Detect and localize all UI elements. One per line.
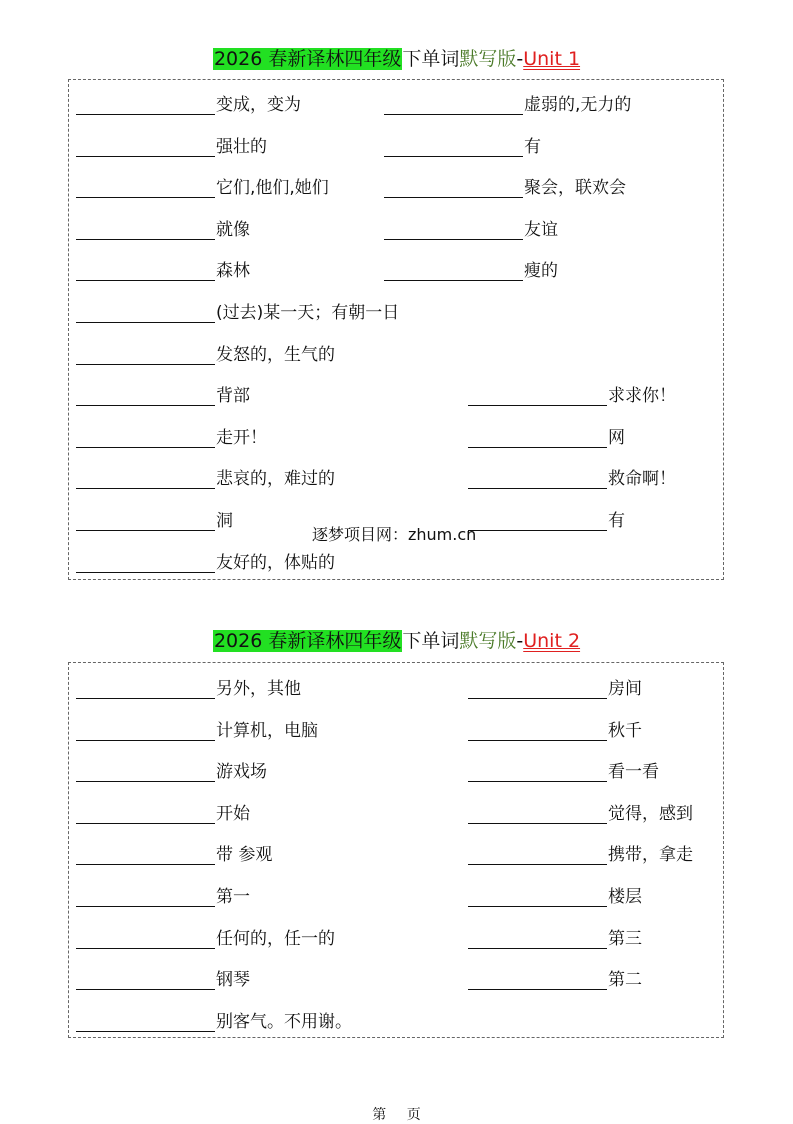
answer-blank[interactable] <box>384 260 523 281</box>
answer-blank[interactable] <box>468 969 607 990</box>
word-meaning: 看一看 <box>608 762 659 782</box>
answer-blank[interactable] <box>468 678 607 699</box>
word-meaning: 瘦的 <box>524 261 558 281</box>
word-item <box>468 465 676 489</box>
word-item <box>468 758 659 782</box>
word-meaning: 携带，拿走 <box>608 845 693 865</box>
word-item <box>384 133 541 157</box>
answer-blank[interactable] <box>468 886 607 907</box>
answer-blank[interactable] <box>76 260 215 281</box>
word-meaning: 有 <box>608 511 625 531</box>
answer-blank[interactable] <box>384 177 523 198</box>
answer-blank[interactable] <box>468 761 607 782</box>
word-meaning: 洞 <box>216 511 233 531</box>
word-meaning: 发怒的，生气的 <box>216 345 335 365</box>
answer-blank[interactable] <box>468 928 607 949</box>
title-dash: - <box>516 630 524 652</box>
word-meaning: 另外，其他 <box>216 679 301 699</box>
answer-blank[interactable] <box>468 385 607 406</box>
word-item <box>468 925 642 949</box>
word-item <box>76 341 335 365</box>
word-meaning: 觉得，感到 <box>608 804 693 824</box>
answer-blank[interactable] <box>76 468 215 489</box>
word-meaning: 网 <box>608 428 625 448</box>
word-meaning: 楼层 <box>608 887 642 907</box>
word-item <box>468 717 642 741</box>
word-item <box>384 257 558 281</box>
word-meaning: (过去)某一天；有朝一日 <box>216 303 400 323</box>
unit1-title <box>0 41 793 77</box>
word-item <box>384 91 631 115</box>
word-meaning: 走开！ <box>216 428 267 448</box>
answer-blank[interactable] <box>76 510 215 531</box>
word-meaning: 强壮的 <box>216 137 267 157</box>
watermark: 逐梦项目网：zhum.cn <box>312 525 477 544</box>
word-meaning: 计算机，电脑 <box>216 721 318 741</box>
word-meaning: 秋千 <box>608 721 642 741</box>
word-item <box>468 841 693 865</box>
word-meaning: 虚弱的,无力的 <box>524 95 632 115</box>
word-item <box>76 717 318 741</box>
title-dash: - <box>516 48 524 70</box>
word-meaning: 救命啊！ <box>608 469 676 489</box>
word-meaning: 钢琴 <box>216 970 250 990</box>
word-meaning: 变成，变为 <box>216 95 301 115</box>
title-words-label: 下单词 <box>402 630 460 652</box>
word-meaning: 游戏场 <box>216 762 267 782</box>
word-meaning: 有 <box>524 137 541 157</box>
word-item <box>76 758 267 782</box>
answer-blank[interactable] <box>468 803 607 824</box>
word-item <box>76 174 329 198</box>
page-footer: 第 页 <box>372 1107 421 1123</box>
answer-blank[interactable] <box>76 552 215 573</box>
title-words-label: 下单词 <box>402 48 460 70</box>
word-meaning: 友好的，体贴的 <box>216 553 335 573</box>
word-item <box>76 133 267 157</box>
word-item <box>76 424 267 448</box>
word-meaning: 任何的，任一的 <box>216 929 335 949</box>
answer-blank[interactable] <box>76 886 215 907</box>
answer-blank[interactable] <box>468 427 607 448</box>
answer-blank[interactable] <box>76 344 215 365</box>
title-dictation-label: 默写版 <box>459 48 517 70</box>
word-meaning: 开始 <box>216 804 250 824</box>
word-item <box>468 675 642 699</box>
word-item <box>76 382 250 406</box>
word-meaning: 悲哀的，难过的 <box>216 469 335 489</box>
word-item <box>76 91 301 115</box>
answer-blank[interactable] <box>76 177 215 198</box>
answer-blank[interactable] <box>76 427 215 448</box>
answer-blank[interactable] <box>468 510 607 531</box>
word-meaning: 背部 <box>216 386 250 406</box>
title-grade-label: 2026 春新译林四年级 <box>213 630 402 652</box>
word-item <box>76 549 335 573</box>
answer-blank[interactable] <box>468 720 607 741</box>
answer-blank[interactable] <box>76 720 215 741</box>
title-dictation-label: 默写版 <box>459 630 517 652</box>
answer-blank[interactable] <box>76 136 215 157</box>
word-item <box>76 841 272 865</box>
answer-blank[interactable] <box>76 969 215 990</box>
word-item <box>468 507 625 531</box>
title-grade-label: 2026 春新译林四年级 <box>213 48 402 70</box>
word-item <box>76 216 250 240</box>
word-meaning: 带 参观 <box>216 845 273 865</box>
word-item <box>76 925 335 949</box>
word-meaning: 它们,他们,她们 <box>216 178 329 198</box>
word-item <box>76 465 335 489</box>
unit2-title <box>0 623 793 659</box>
word-meaning: 求求你！ <box>608 386 676 406</box>
answer-blank[interactable] <box>384 136 523 157</box>
answer-blank[interactable] <box>76 1011 215 1032</box>
word-item <box>468 883 642 907</box>
word-item <box>76 257 250 281</box>
word-meaning: 聚会，联欢会 <box>524 178 626 198</box>
word-item <box>76 966 250 990</box>
answer-blank[interactable] <box>76 844 215 865</box>
word-item <box>468 382 676 406</box>
answer-blank[interactable] <box>468 468 607 489</box>
word-meaning: 第一 <box>216 887 250 907</box>
word-meaning: 第二 <box>608 970 642 990</box>
answer-blank[interactable] <box>384 94 523 115</box>
answer-blank[interactable] <box>384 219 523 240</box>
answer-blank[interactable] <box>76 761 215 782</box>
word-item <box>384 174 626 198</box>
answer-blank[interactable] <box>76 94 215 115</box>
word-meaning: 第三 <box>608 929 642 949</box>
title-unit-label: Unit 1 <box>523 48 581 70</box>
word-item <box>468 424 625 448</box>
answer-blank[interactable] <box>76 302 215 323</box>
answer-blank[interactable] <box>76 678 215 699</box>
answer-blank[interactable] <box>76 803 215 824</box>
word-item <box>76 883 250 907</box>
word-item <box>76 675 301 699</box>
word-meaning: 房间 <box>608 679 642 699</box>
word-item <box>384 216 558 240</box>
word-meaning: 森林 <box>216 261 250 281</box>
word-item <box>76 507 233 531</box>
word-item <box>76 1008 352 1032</box>
title-unit-label: Unit 2 <box>523 630 581 652</box>
word-item <box>468 800 693 824</box>
answer-blank[interactable] <box>76 928 215 949</box>
word-meaning: 就像 <box>216 220 250 240</box>
word-meaning: 别客气。不用谢。 <box>216 1012 352 1032</box>
word-item <box>468 966 642 990</box>
answer-blank[interactable] <box>76 219 215 240</box>
word-meaning: 友谊 <box>524 220 558 240</box>
word-item <box>76 299 399 323</box>
answer-blank[interactable] <box>468 844 607 865</box>
word-item <box>76 800 250 824</box>
answer-blank[interactable] <box>76 385 215 406</box>
